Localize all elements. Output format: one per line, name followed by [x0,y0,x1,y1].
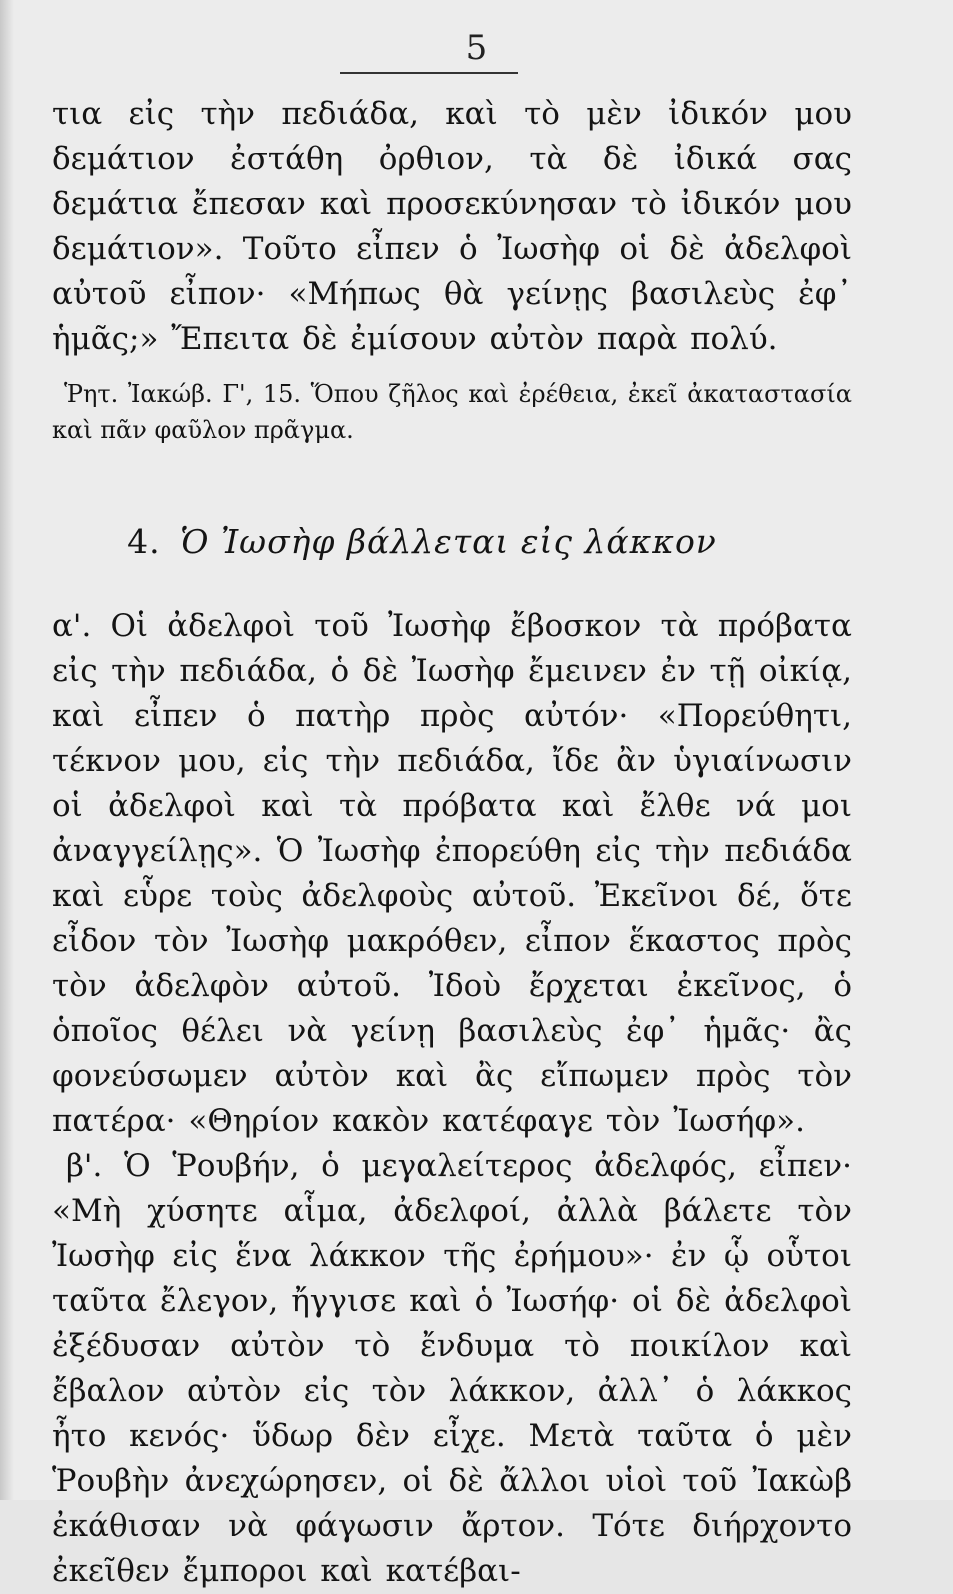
section-title: Ὁ Ἰωσὴφ βάλλεται εἰς λάκκον [180,522,717,561]
opening-paragraph: τια εἰς τὴν πεδιάδα, καὶ τὸ μὲν ἰδικόν μου δεμάτιον ἐστάθη ὀρθιον, τὰ δὲ ἰδικά σας δεμάτια ἔπεσαν καὶ προσεκύνησαν τὸ ἰδικόν μου δεμάτιον». Τοῦτο εἶπεν ὁ Ἰωσὴφ οἱ δὲ ἀδελφοὶ αὐτοῦ εἶπον· «Μήπως θὰ γείνῃς βασιλεὺς ἐφ᾽ ἡμᾶς;» Ἔπειτα δὲ ἐμίσουν αὐτὸν παρὰ πολύ. [52,96,852,357]
paragraph-beta: β'. Ὁ Ῥουβήν, ὁ μεγαλείτερος ἀδελφός, εἶπεν· «Μὴ χύσητε αἷμα, ἀδελφοί, ἀλλὰ βάλετε τὸν Ἰωσὴφ εἰς ἕνα λάκκον τῆς ἐρήμου»· ἐν ᾧ οὗτοι ταῦτα ἔλεγον, ἤγγισε καὶ ὁ Ἰωσήφ· οἱ δὲ ἀδελφοὶ ἐξέδυσαν αὐτὸν τὸ ἔνδυμα τὸ ποικίλον καὶ ἔβαλον αὐτὸν εἰς τὸν λάκκον, ἀλλ᾽ ὁ λάκκος ἦτο κενός· ὕδωρ δὲν εἶχε. Μετὰ ταῦτα ὁ μὲν Ῥουβὴν ἀνεχώρησεν, οἱ δὲ ἄλλοι υἱοὶ τοῦ Ἰακὼβ ἐκάθισαν νὰ φάγωσιν ἄρτον. Τότε διήρχοντο ἐκεῖθεν ἔμποροι καὶ κατέβαι- [52,1148,852,1589]
header-rule [340,72,518,74]
section-number: 4. [127,522,161,561]
verse-note: Ῥητ. Ἰακώβ. Γ', 15. Ὅπου ζῆλος καὶ ἐρέθεια, ἐκεῖ ἀκαταστασία καὶ πᾶν φαῦλον πρᾶγμα. [52,380,852,444]
page-number: 5 [465,28,488,68]
section-heading [52,522,852,562]
body-text [52,92,852,1594]
paragraph-alpha: α'. Οἱ ἀδελφοὶ τοῦ Ἰωσὴφ ἔβοσκον τὰ πρόβατα εἰς τὴν πεδιάδα, ὁ δὲ Ἰωσὴφ ἔμεινεν ἐν τῇ οἰκίᾳ, καὶ εἶπεν ὁ πατὴρ πρὸς αὐτόν· «Πορεύθητι, τέκνον μου, εἰς τὴν πεδιάδα, ἴδε ἂν ὑγιαίνωσιν οἱ ἀδελφοὶ καὶ τὰ πρόβατα καὶ ἔλθε νά μοι ἀναγγείλῃς». Ὁ Ἰωσὴφ ἐπορεύθη εἰς τὴν πεδιάδα καὶ εὗρε τοὺς ἀδελφοὺς αὐτοῦ. Ἐκεῖνοι δέ, ὅτε εἶδον τὸν Ἰωσὴφ μακρόθεν, εἶπον ἕκαστος πρὸς τὸν ἀδελφὸν αὐτοῦ. Ἰδοὺ ἔρχεται ἐκεῖνος, ὁ ὁποῖος θέλει νὰ γείνῃ βασιλεὺς ἐφ᾽ ἡμᾶς· ἂς φονεύσωμεν αὐτὸν καὶ ἂς εἴπωμεν πρὸς τὸν πατέρα· «Θηρίον κακὸν κατέφαγε τὸν Ἰωσήφ». [52,608,852,1139]
